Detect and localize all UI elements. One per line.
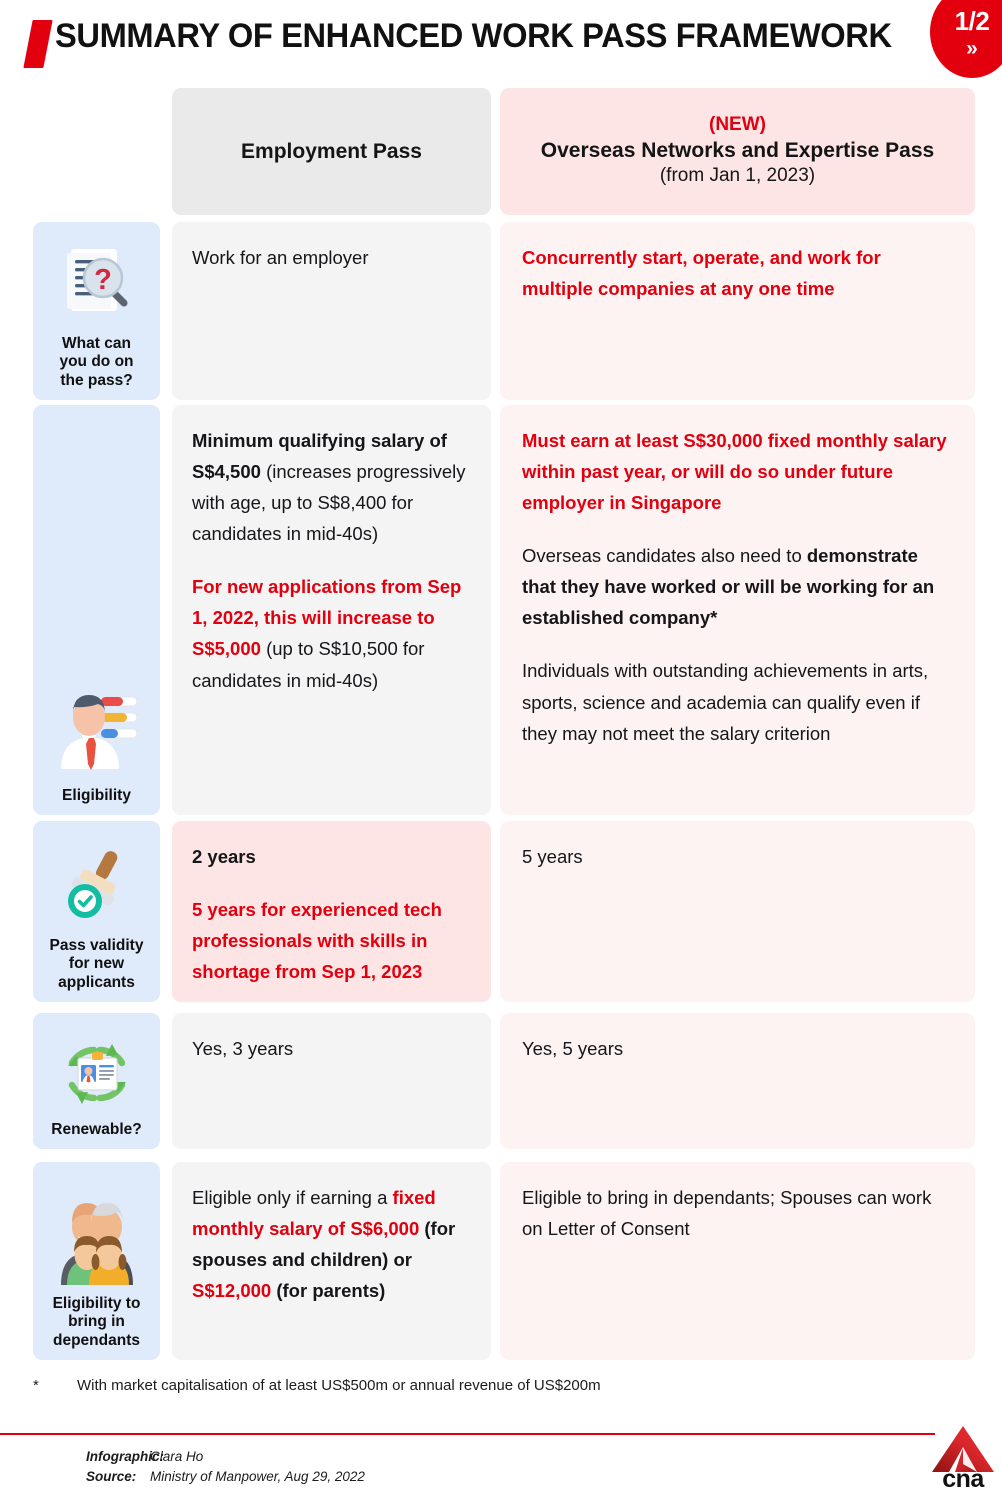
- category-renewable: [33, 1013, 160, 1149]
- category-dependants: [33, 1162, 160, 1360]
- credit-source-value: Ministry of Manpower, Aug 29, 2022: [150, 1469, 365, 1485]
- column-header-onep: [500, 88, 975, 215]
- category-what-can-you-do: [33, 222, 160, 400]
- page-number-badge: [930, 0, 1002, 78]
- category-pass-validity: [33, 821, 160, 1002]
- cell-text: Yes, 5 years: [522, 1038, 624, 1059]
- cell-ep-what-can-you-do: [172, 222, 491, 400]
- cell-text-red: fixed monthly salary of S$6,000: [192, 1187, 436, 1240]
- credit-infographic: [86, 1447, 365, 1467]
- cell-text-plain: Eligible only if earning a: [192, 1187, 393, 1208]
- chevron-right-icon: »: [966, 37, 978, 60]
- credit-source-label: Source:: [86, 1469, 137, 1485]
- cell-text-red: S$12,000: [192, 1280, 272, 1302]
- id-card-renew-icon: [56, 1035, 138, 1113]
- document-magnifier-question-icon: [54, 241, 140, 327]
- cell-text: 5 years: [522, 846, 583, 867]
- cell-text-red: Concurrently start, operate, and work for multiple companies at any one time: [522, 247, 881, 300]
- page-header: [0, 0, 1002, 82]
- category-label: Eligibility: [62, 786, 131, 804]
- cell-onep-what-can-you-do: [500, 222, 975, 400]
- cell-ep-pass-validity: [172, 821, 491, 1002]
- credit-infographic-label: Infographic:: [86, 1449, 164, 1464]
- title-accent-mark: [23, 20, 52, 68]
- onep-new-badge: (NEW): [709, 113, 766, 135]
- cell-text-bold: 2 years: [192, 846, 256, 867]
- footer-divider: [0, 1433, 935, 1435]
- cell-text-plain: (increases progressively with age, up to S$8,400 for candidates in mid-40s): [192, 461, 466, 545]
- cell-onep-dependants: [500, 1162, 975, 1360]
- category-label: Eligibility to bring in dependants: [52, 1295, 141, 1349]
- credits: [86, 1447, 365, 1488]
- footnote: [33, 1377, 933, 1394]
- page-number-text: 1/2: [954, 6, 990, 36]
- cell-text: Work for an employer: [192, 247, 369, 268]
- stamp-check-icon: [54, 847, 140, 929]
- category-label: Renewable?: [51, 1120, 142, 1138]
- cell-text-bold: (for parents): [271, 1280, 386, 1302]
- onep-subtitle: (from Jan 1, 2023): [659, 165, 816, 187]
- cna-logo: [930, 1424, 996, 1493]
- cell-text-red: 5 years for experienced tech professionals with skills in shortage from Sep 1, 2023: [192, 899, 442, 983]
- credit-infographic-value: Clara Ho: [150, 1449, 204, 1464]
- cell-text-bold: (for spouses and children) or: [192, 1218, 456, 1271]
- credit-source: [86, 1467, 365, 1487]
- column-header-employment-pass-label: Employment Pass: [241, 139, 422, 163]
- cell-text-plain: Individuals with outstanding achievements in arts, sports, science and academia can qualify even if they may not meet the salary criterion: [522, 660, 929, 744]
- category-label: Pass validity for new applicants: [49, 937, 144, 991]
- cell-onep-pass-validity: [500, 821, 975, 1002]
- cell-ep-eligibility: [172, 405, 491, 815]
- onep-title: Overseas Networks and Expertise Pass: [540, 138, 935, 162]
- cell-text: Eligible to bring in dependants; Spouses can work on Letter of Consent: [522, 1187, 932, 1240]
- cna-wordmark: cna: [942, 1465, 984, 1493]
- cell-text-bold: Minimum qualifying salary of S$4,500: [192, 430, 447, 483]
- cell-onep-eligibility: [500, 405, 975, 815]
- cell-ep-renewable: [172, 1013, 491, 1149]
- footnote-text: With market capitalisation of at least US$500m or annual revenue of US$200m: [77, 1377, 601, 1394]
- cell-text-plain: (up to S$10,500 for candidates in mid-40s): [192, 638, 425, 691]
- footnote-marker: *: [33, 1377, 39, 1394]
- family-group-icon: [51, 1189, 143, 1287]
- cell-text-bold: demonstrate that they have worked or will be working for an established company*: [522, 545, 935, 629]
- person-profile-bars-icon: [51, 681, 143, 773]
- cell-text-plain: Overseas candidates also need to: [522, 545, 807, 567]
- category-label: What can you do on the pass?: [59, 335, 134, 389]
- cell-text: Yes, 3 years: [192, 1038, 294, 1059]
- cell-ep-dependants: [172, 1162, 491, 1360]
- cell-text-red: Must earn at least S$30,000 fixed monthly salary within past year, or will do so under future employer in Singapore: [522, 430, 947, 514]
- cell-onep-renewable: [500, 1013, 975, 1149]
- category-eligibility: [33, 405, 160, 815]
- svg-text:?: ?: [93, 264, 112, 297]
- page-title: SUMMARY OF ENHANCED WORK PASS FRAMEWORK: [55, 17, 892, 55]
- cell-text-red: For new applications from Sep 1, 2022, this will increase to S$5,000: [192, 576, 462, 660]
- column-header-employment-pass: [172, 88, 491, 215]
